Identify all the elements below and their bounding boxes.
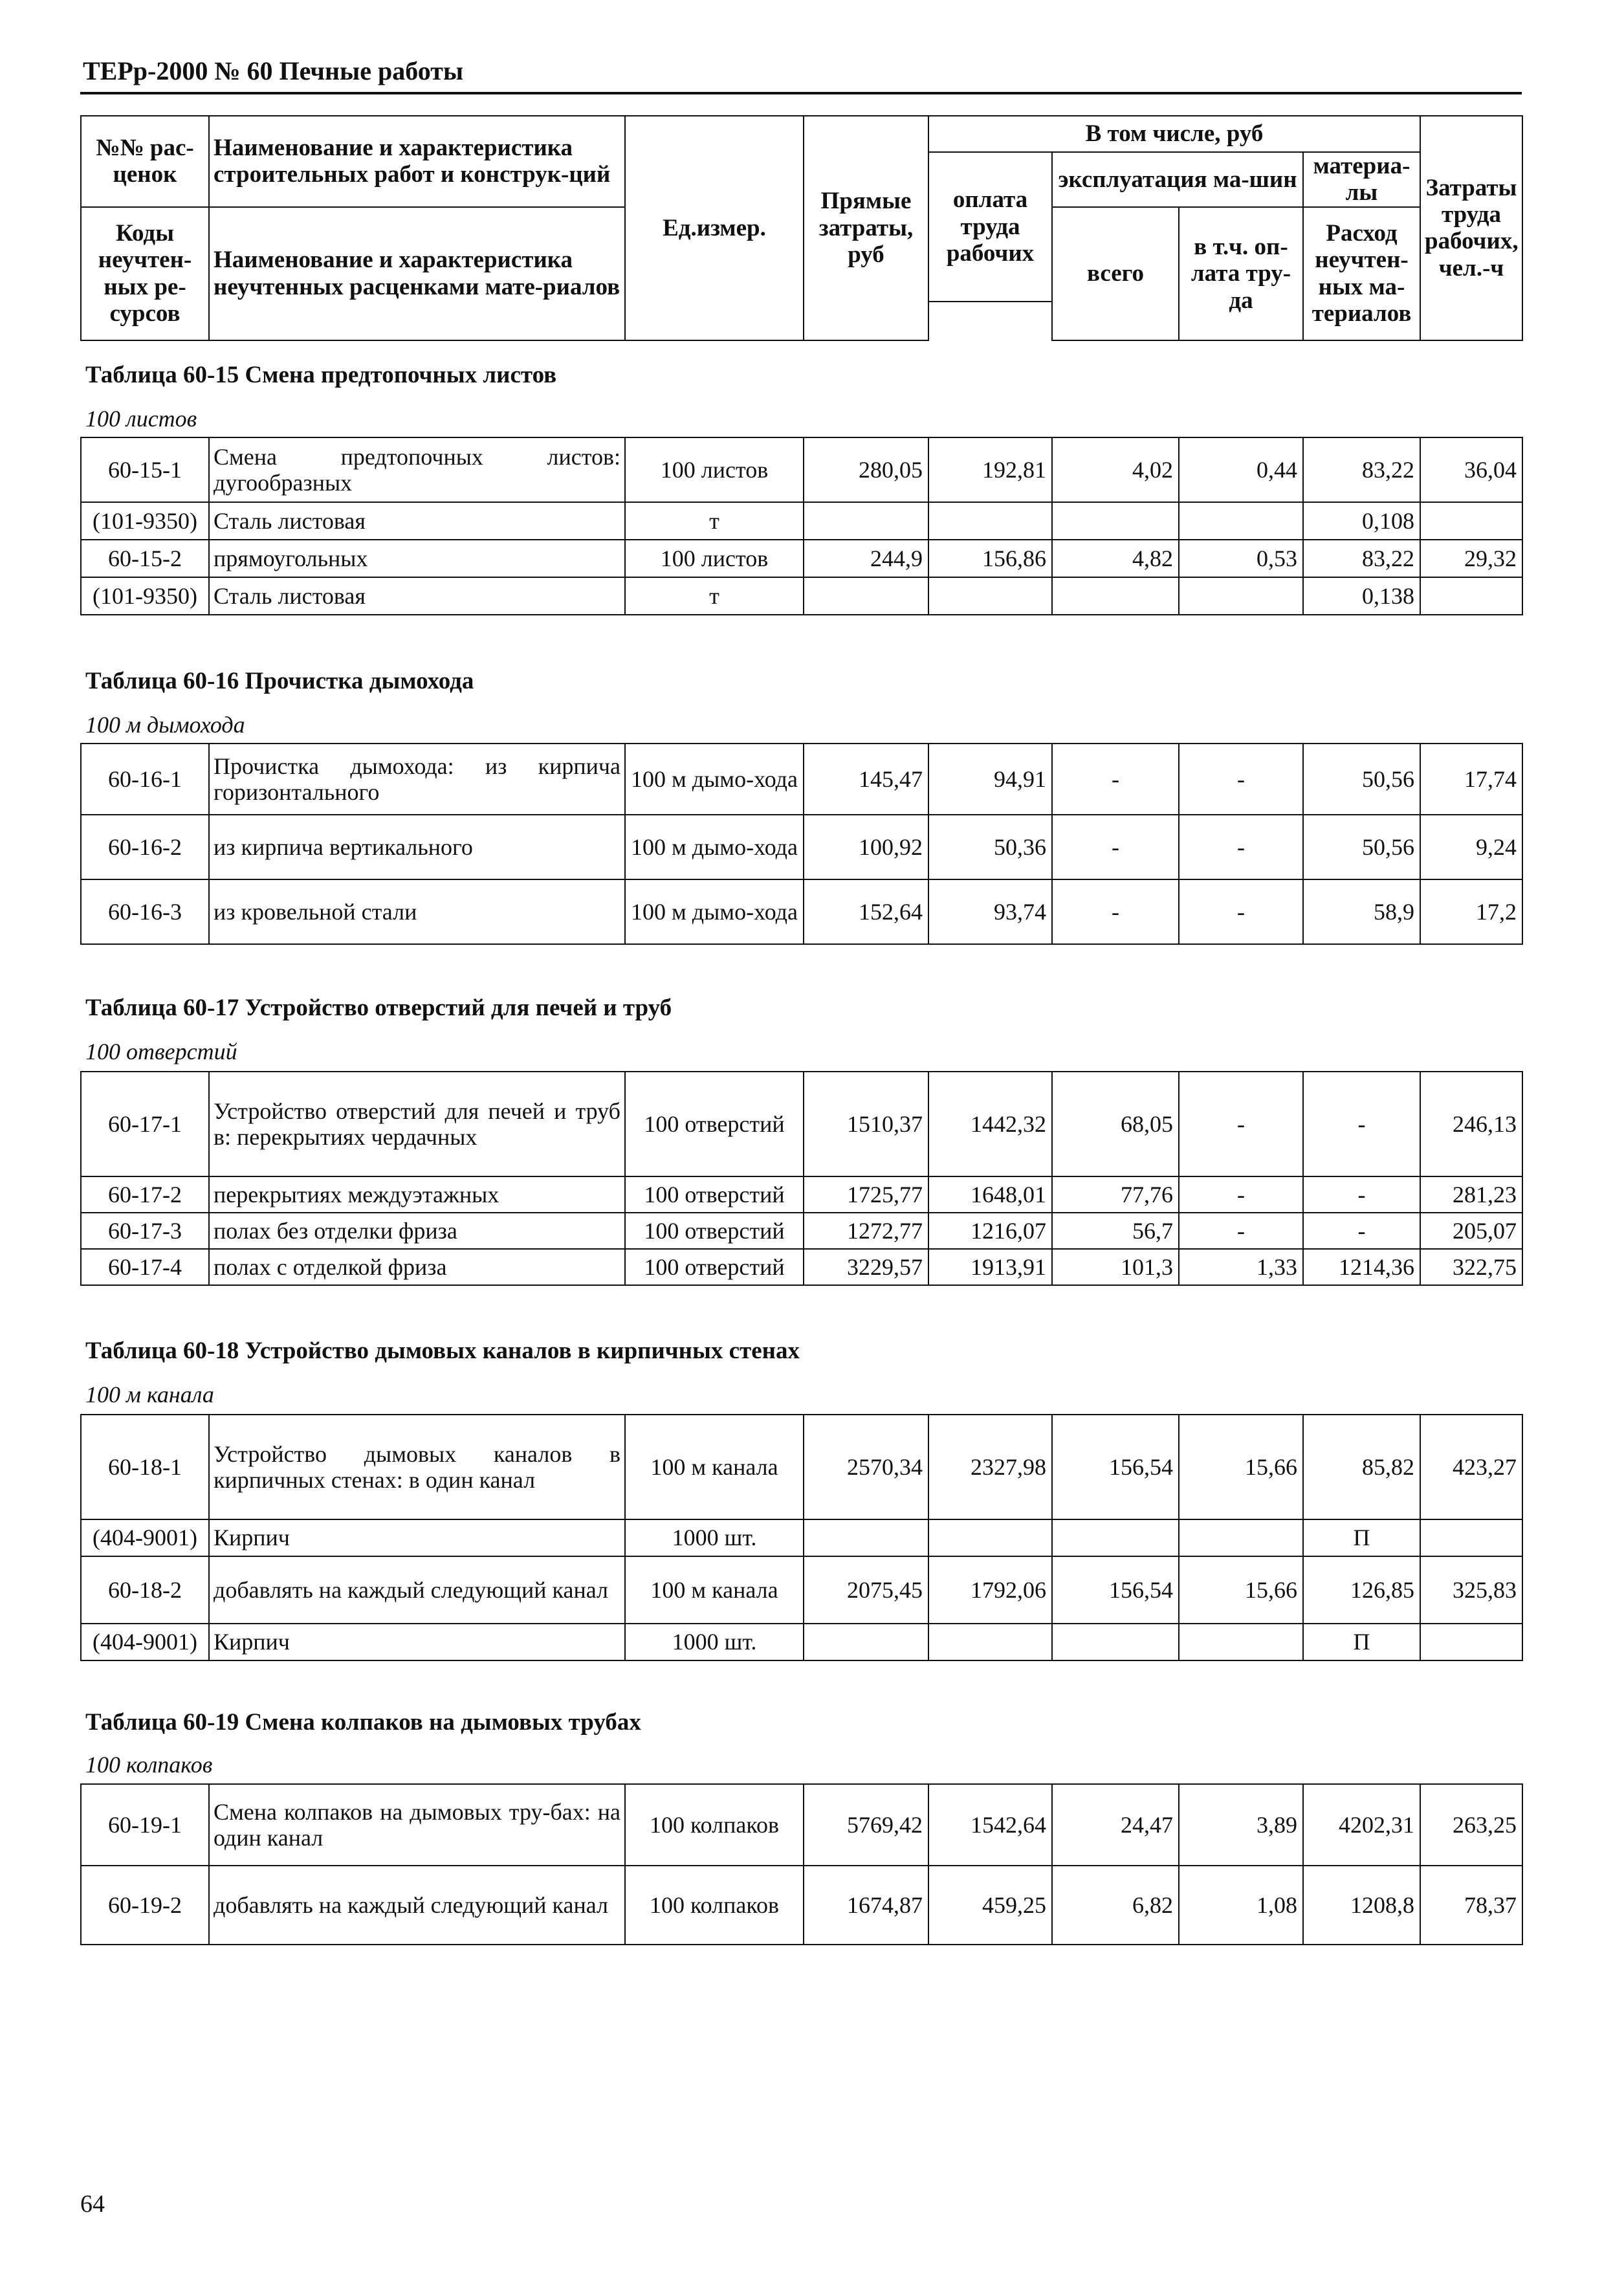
direct-costs-cell [804, 1519, 928, 1556]
header-material-name: Наименование и характеристика неучтенных расценками мате-риалов [209, 207, 625, 340]
resource-row [81, 577, 1522, 615]
unit-cell: 100 м канала [625, 1556, 804, 1624]
rate-code-cell: 60-18-2 [81, 1556, 209, 1624]
direct-costs-cell [804, 502, 928, 540]
direct-costs-cell [804, 1624, 928, 1660]
materials-cell: - [1303, 1213, 1420, 1249]
machines-total-cell: - [1052, 744, 1179, 815]
rate-code-cell: (404-9001) [81, 1519, 209, 1556]
table-row [81, 1866, 1522, 1945]
machines-wages-cell: 15,66 [1179, 1415, 1303, 1519]
rate-code-cell: (101-9350) [81, 577, 209, 615]
table-row [81, 744, 1522, 815]
section-title: Таблица 60-17 Устройство отверстий для печей и труб [85, 995, 672, 1021]
work-description-cell: Смена предтопочных листов: дугообразных [209, 437, 625, 502]
work-description-cell: Сталь листовая [209, 502, 625, 540]
materials-cell: 1208,8 [1303, 1866, 1420, 1945]
rate-code-cell: 60-18-1 [81, 1415, 209, 1519]
work-description-cell: Устройство дымовых каналов в кирпичных стенах: в один канал [209, 1415, 625, 1519]
wages-cell: 2327,98 [928, 1415, 1052, 1519]
rate-table [80, 437, 1523, 615]
header-machines: эксплуатация ма-шин [1052, 152, 1303, 207]
labor-hours-cell: 17,2 [1420, 879, 1522, 944]
labor-hours-cell: 36,04 [1420, 437, 1522, 502]
direct-costs-cell [804, 577, 928, 615]
machines-wages-cell [1179, 577, 1303, 615]
work-description-cell: Смена колпаков на дымовых тру-бах: на один канал [209, 1784, 625, 1866]
materials-cell: 83,22 [1303, 437, 1420, 502]
rate-code-cell: 60-19-2 [81, 1866, 209, 1945]
direct-costs-cell: 1510,37 [804, 1072, 928, 1176]
direct-costs-cell: 2075,45 [804, 1556, 928, 1624]
table-row [81, 540, 1522, 577]
wages-cell: 1913,91 [928, 1249, 1052, 1285]
materials-cell: 126,85 [1303, 1556, 1420, 1624]
direct-costs-cell: 145,47 [804, 744, 928, 815]
rate-code-cell: 60-16-3 [81, 879, 209, 944]
header-machines-wages: в т.ч. оп-лата тру-да [1179, 207, 1303, 340]
machines-wages-cell: - [1179, 1176, 1303, 1213]
work-description-cell: Сталь листовая [209, 577, 625, 615]
machines-total-cell: 77,76 [1052, 1176, 1179, 1213]
direct-costs-cell: 2570,34 [804, 1415, 928, 1519]
section-title: Таблица 60-16 Прочистка дымохода [85, 668, 474, 694]
rate-code-cell: 60-17-3 [81, 1213, 209, 1249]
unit-cell: 100 колпаков [625, 1866, 804, 1945]
labor-hours-cell: 322,75 [1420, 1249, 1522, 1285]
section-unit: 100 отверстий [85, 1039, 237, 1064]
unit-cell: 100 м дымо-хода [625, 815, 804, 879]
section-unit: 100 листов [85, 406, 197, 432]
machines-wages-cell: 0,53 [1179, 540, 1303, 577]
unit-cell: 100 листов [625, 540, 804, 577]
wages-cell [928, 1519, 1052, 1556]
rate-table [80, 1414, 1523, 1661]
machines-wages-cell: 15,66 [1179, 1556, 1303, 1624]
rate-code-cell: 60-15-1 [81, 437, 209, 502]
table-row [81, 879, 1522, 944]
wages-cell: 1792,06 [928, 1556, 1052, 1624]
work-description-cell: полах с отделкой фриза [209, 1249, 625, 1285]
work-description-cell: прямоугольных [209, 540, 625, 577]
materials-cell: 83,22 [1303, 540, 1420, 577]
machines-total-cell: 6,82 [1052, 1866, 1179, 1945]
header-including-group: В том числе, руб [928, 116, 1420, 152]
section-unit: 100 м канала [85, 1382, 214, 1407]
machines-wages-cell: 0,44 [1179, 437, 1303, 502]
wages-cell: 459,25 [928, 1866, 1052, 1945]
table-row [81, 1415, 1522, 1519]
header-rate-number: №№ рас-ценок [81, 116, 209, 207]
resource-row [81, 1519, 1522, 1556]
rate-table [80, 743, 1523, 945]
running-head: ТЕРр-2000 № 60 Печные работы [83, 56, 464, 85]
rate-table [80, 1783, 1523, 1945]
machines-total-cell: 4,02 [1052, 437, 1179, 502]
rate-code-cell: 60-17-4 [81, 1249, 209, 1285]
unit-cell: 100 колпаков [625, 1784, 804, 1866]
materials-cell: 0,138 [1303, 577, 1420, 615]
table-row [81, 1213, 1522, 1249]
wages-cell: 94,91 [928, 744, 1052, 815]
header-material-consumption: Расход неучтен-ных ма-териалов [1303, 207, 1420, 340]
wages-cell: 1542,64 [928, 1784, 1052, 1866]
unit-cell: 100 отверстий [625, 1176, 804, 1213]
materials-cell: П [1303, 1624, 1420, 1660]
table-row [81, 1784, 1522, 1866]
machines-wages-cell [1179, 502, 1303, 540]
column-header-table [80, 115, 1523, 341]
rate-code-cell: (101-9350) [81, 502, 209, 540]
rate-table [80, 1071, 1523, 1286]
section-title: Таблица 60-15 Смена предтопочных листов [85, 362, 557, 388]
labor-hours-cell: 17,74 [1420, 744, 1522, 815]
rate-code-cell: 60-17-1 [81, 1072, 209, 1176]
direct-costs-cell: 1725,77 [804, 1176, 928, 1213]
page-number: 64 [80, 2190, 105, 2218]
labor-hours-cell [1420, 1519, 1522, 1556]
work-description-cell: добавлять на каждый следующий канал [209, 1556, 625, 1624]
rate-code-cell: 60-19-1 [81, 1784, 209, 1866]
header-direct-costs: Прямые затраты, руб [804, 116, 928, 340]
wages-cell: 192,81 [928, 437, 1052, 502]
machines-wages-cell: - [1179, 744, 1303, 815]
materials-cell: 1214,36 [1303, 1249, 1420, 1285]
machines-wages-cell: - [1179, 815, 1303, 879]
wages-cell: 156,86 [928, 540, 1052, 577]
unit-cell: 100 м дымо-хода [625, 879, 804, 944]
direct-costs-cell: 5769,42 [804, 1784, 928, 1866]
machines-total-cell [1052, 502, 1179, 540]
materials-cell: 85,82 [1303, 1415, 1420, 1519]
labor-hours-cell [1420, 502, 1522, 540]
header-unit: Ед.измер. [625, 116, 804, 340]
machines-total-cell [1052, 1519, 1179, 1556]
unit-cell: 100 отверстий [625, 1213, 804, 1249]
machines-wages-cell: - [1179, 879, 1303, 944]
wages-cell: 50,36 [928, 815, 1052, 879]
wages-cell: 93,74 [928, 879, 1052, 944]
unit-cell: 100 м дымо-хода [625, 744, 804, 815]
unit-cell: 1000 шт. [625, 1624, 804, 1660]
direct-costs-cell: 100,92 [804, 815, 928, 879]
table-row [81, 1072, 1522, 1176]
header-work-name: Наименование и характеристика строительных работ и конструк-ций [209, 116, 625, 207]
labor-hours-cell: 205,07 [1420, 1213, 1522, 1249]
wages-cell: 1648,01 [928, 1176, 1052, 1213]
direct-costs-cell: 280,05 [804, 437, 928, 502]
wages-cell [928, 1624, 1052, 1660]
labor-hours-cell: 263,25 [1420, 1784, 1522, 1866]
unit-cell: 100 м канала [625, 1415, 804, 1519]
materials-cell: 0,108 [1303, 502, 1420, 540]
materials-cell: 58,9 [1303, 879, 1420, 944]
machines-total-cell [1052, 577, 1179, 615]
unit-cell: 1000 шт. [625, 1519, 804, 1556]
header-materials: материа-лы [1303, 152, 1420, 207]
labor-hours-cell: 423,27 [1420, 1415, 1522, 1519]
machines-total-cell: 4,82 [1052, 540, 1179, 577]
machines-wages-cell: - [1179, 1213, 1303, 1249]
materials-cell: 50,56 [1303, 815, 1420, 879]
materials-cell: 4202,31 [1303, 1784, 1420, 1866]
resource-row [81, 1624, 1522, 1660]
unit-cell: т [625, 502, 804, 540]
labor-hours-cell: 9,24 [1420, 815, 1522, 879]
work-description-cell: из кирпича вертикального [209, 815, 625, 879]
resource-row [81, 502, 1522, 540]
machines-wages-cell: 1,33 [1179, 1249, 1303, 1285]
direct-costs-cell: 1674,87 [804, 1866, 928, 1945]
labor-hours-cell: 246,13 [1420, 1072, 1522, 1176]
materials-cell: - [1303, 1176, 1420, 1213]
machines-total-cell: 101,3 [1052, 1249, 1179, 1285]
table-row [81, 815, 1522, 879]
direct-costs-cell: 244,9 [804, 540, 928, 577]
header-wages: оплата труда рабочих [928, 152, 1052, 302]
section-title: Таблица 60-18 Устройство дымовых каналов в кирпичных стенах [85, 1338, 800, 1364]
wages-cell: 1442,32 [928, 1072, 1052, 1176]
machines-wages-cell: - [1179, 1072, 1303, 1176]
labor-hours-cell: 325,83 [1420, 1556, 1522, 1624]
work-description-cell: Кирпич [209, 1519, 625, 1556]
section-unit: 100 м дымохода [85, 712, 245, 738]
header-resource-codes: Коды неучтен-ных ре-сурсов [81, 207, 209, 340]
work-description-cell: Кирпич [209, 1624, 625, 1660]
unit-cell: т [625, 577, 804, 615]
work-description-cell: добавлять на каждый следующий канал [209, 1866, 625, 1945]
labor-hours-cell: 29,32 [1420, 540, 1522, 577]
machines-total-cell: 56,7 [1052, 1213, 1179, 1249]
section-unit: 100 колпаков [85, 1752, 213, 1778]
labor-hours-cell: 281,23 [1420, 1176, 1522, 1213]
rate-code-cell: 60-17-2 [81, 1176, 209, 1213]
section-title: Таблица 60-19 Смена колпаков на дымовых трубах [85, 1709, 641, 1736]
header-rule [80, 92, 1522, 94]
machines-total-cell: - [1052, 879, 1179, 944]
table-row [81, 1556, 1522, 1624]
rate-code-cell: 60-16-2 [81, 815, 209, 879]
machines-total-cell: 68,05 [1052, 1072, 1179, 1176]
direct-costs-cell: 3229,57 [804, 1249, 928, 1285]
rate-code-cell: (404-9001) [81, 1624, 209, 1660]
machines-wages-cell: 3,89 [1179, 1784, 1303, 1866]
header-machines-total: всего [1052, 207, 1179, 340]
table-row [81, 1176, 1522, 1213]
rate-code-cell: 60-15-2 [81, 540, 209, 577]
machines-wages-cell: 1,08 [1179, 1866, 1303, 1945]
work-description-cell: Устройство отверстий для печей и труб в: перекрытиях чердачных [209, 1072, 625, 1176]
work-description-cell: Прочистка дымохода: из кирпича горизонтального [209, 744, 625, 815]
direct-costs-cell: 152,64 [804, 879, 928, 944]
work-description-cell: перекрытиях междуэтажных [209, 1176, 625, 1213]
machines-total-cell: 156,54 [1052, 1556, 1179, 1624]
rate-code-cell: 60-16-1 [81, 744, 209, 815]
machines-total-cell: 24,47 [1052, 1784, 1179, 1866]
wages-cell [928, 577, 1052, 615]
unit-cell: 100 листов [625, 437, 804, 502]
work-description-cell: полах без отделки фриза [209, 1213, 625, 1249]
unit-cell: 100 отверстий [625, 1249, 804, 1285]
machines-wages-cell [1179, 1519, 1303, 1556]
machines-total-cell [1052, 1624, 1179, 1660]
header-labor-hours: Затраты труда рабочих, чел.-ч [1420, 116, 1522, 340]
work-description-cell: из кровельной стали [209, 879, 625, 944]
labor-hours-cell [1420, 577, 1522, 615]
labor-hours-cell [1420, 1624, 1522, 1660]
materials-cell: - [1303, 1072, 1420, 1176]
machines-total-cell: - [1052, 815, 1179, 879]
labor-hours-cell: 78,37 [1420, 1866, 1522, 1945]
wages-cell [928, 502, 1052, 540]
direct-costs-cell: 1272,77 [804, 1213, 928, 1249]
wages-cell: 1216,07 [928, 1213, 1052, 1249]
materials-cell: П [1303, 1519, 1420, 1556]
table-row [81, 437, 1522, 502]
table-row [81, 1249, 1522, 1285]
machines-wages-cell [1179, 1624, 1303, 1660]
unit-cell: 100 отверстий [625, 1072, 804, 1176]
materials-cell: 50,56 [1303, 744, 1420, 815]
machines-total-cell: 156,54 [1052, 1415, 1179, 1519]
